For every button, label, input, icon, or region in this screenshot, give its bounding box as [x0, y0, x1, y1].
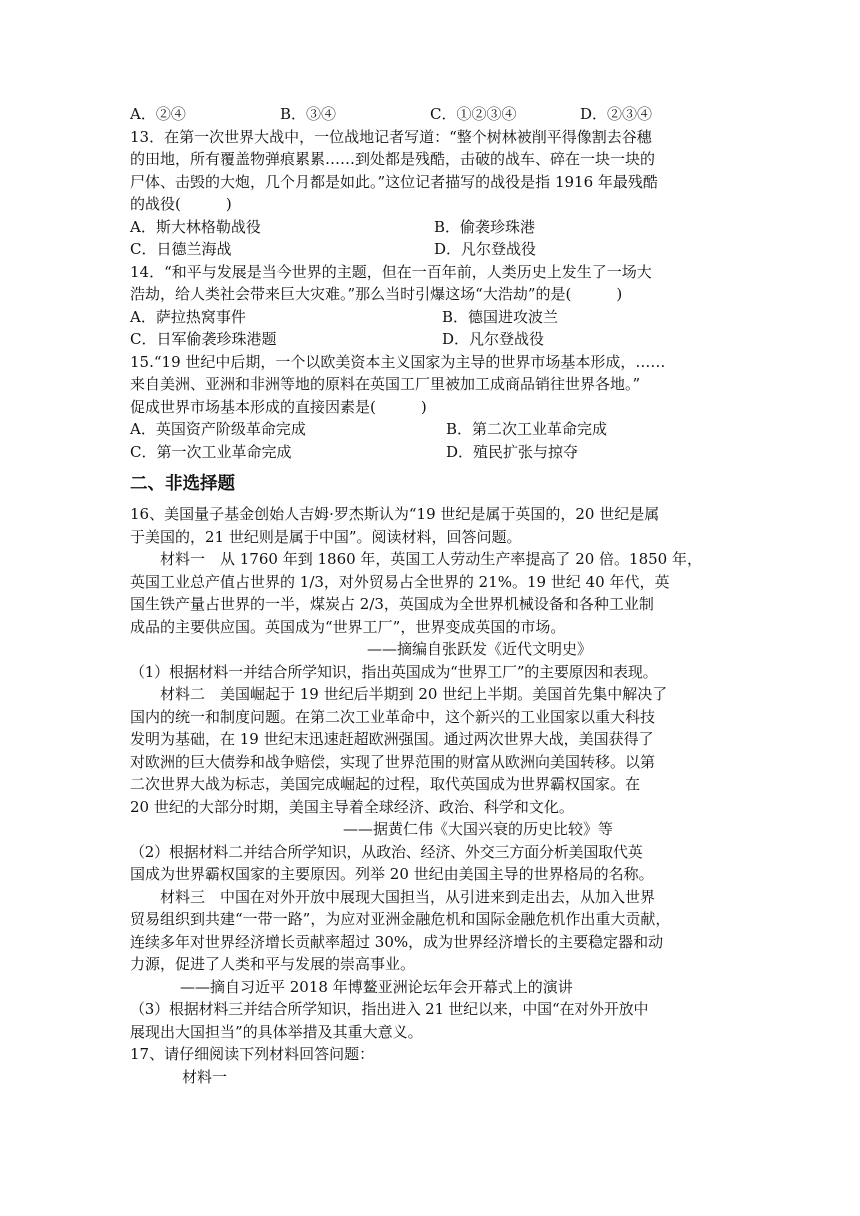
q15-option-b: B．第二次工业革命完成 [446, 420, 608, 438]
q15-options-row2 [130, 441, 730, 464]
q12-option-a: A．②④ [130, 105, 186, 123]
q13-line: 的田地，所有覆盖物弹痕累累……到处都是残酷，击破的战车、碎在一块一块的 [130, 150, 656, 168]
q15-line: 促成世界市场基本形成的直接因素是( ) [130, 397, 427, 416]
q16-subquestion-2: （2）根据材料二并结合所学知识，从政治、经济、外交三方面分析美国取代英 [130, 842, 643, 861]
q15-option-a: A．英国资产阶级革命完成 [130, 420, 306, 438]
q16-material1-line: 材料一 从 1760 年到 1860 年，英国工人劳动生产率提高了 20 倍。1850 年， [160, 550, 702, 568]
q13-option-d: D．凡尔登战役 [434, 240, 537, 258]
q16-material2-line: 材料二 美国崛起于 19 世纪后半期到 20 世纪上半期。美国首先集中解决了 [160, 685, 668, 703]
question-16 [130, 503, 730, 1043]
q16-subquestion-2: 国成为世界霸权国家的主要原因。列举 20 世纪由美国主导的世界格局的名称。 [130, 865, 654, 883]
section-heading: 二、非选择题 [130, 474, 235, 494]
question-17 [130, 1043, 730, 1088]
q15-option-c: C．第一次工业革命完成 [130, 442, 292, 461]
q12-option-b: B．③④ [280, 105, 337, 123]
q13-option-c: C．日德兰海战 [130, 240, 232, 258]
q16-subquestion-3: 展现出大国担当”的具体举措及其重大意义。 [130, 1022, 423, 1041]
q17-intro: 17、请仔细阅读下列材料回答问题： [130, 1045, 375, 1063]
q16-material1-source: ——摘编自张跃发《近代文明史》 [367, 640, 593, 658]
q14-options-row2 [130, 328, 730, 351]
q16-material2-line: 国内的统一和制度问题。在第二次工业革命中，这个新兴的工业国家以重大科技 [130, 707, 656, 726]
q12-option-d: D．②③④ [580, 105, 653, 123]
q13-options-row1 [130, 216, 730, 239]
q14-option-b: B．德国进攻波兰 [442, 307, 559, 326]
q15-line: 来自美洲、亚洲和非洲等地的原料在英国工厂里被加工成商品销往世界各地。” [130, 375, 641, 393]
question-14 [130, 261, 730, 351]
q14-options-row1 [130, 306, 730, 329]
q13-option-a: A．斯大林格勒战役 [130, 217, 261, 236]
q16-material2-line: 二次世界大战为标志，美国完成崛起的过程，取代英国成为世界霸权国家。在 [130, 775, 641, 793]
q13-option-b: B．偷袭珍珠港 [434, 217, 536, 236]
q14-option-c: C．日军偷袭珍珠港题 [130, 330, 277, 348]
q12-option-c: C．①②③④ [430, 105, 517, 123]
q13-line: 尸体、击毁的大炮，几个月都是如此。”这位记者描写的战役是指 1916 年最残酷 [130, 172, 658, 191]
q15-options-row1 [130, 418, 730, 441]
q15-option-d: D．殖民扩张与掠夺 [446, 442, 579, 461]
q16-subquestion-3: （3）根据材料三并结合所学知识，指出进入 21 世纪以来，中国“在对外开放中 [130, 1000, 649, 1018]
q13-line: 的战役( ) [130, 195, 232, 213]
q16-material1-line: 国生铁产量占世界的一半，煤炭占 2/3，英国成为全世界机械设备和各种工业制 [130, 595, 654, 613]
q16-subquestion-1: （1）根据材料一并结合所学知识，指出英国成为“世界工厂”的主要原因和表现。 [130, 662, 658, 681]
q17-material1-label: 材料一 [182, 1067, 228, 1086]
q16-intro-line: 于美国的，21 世纪则是属于中国”。阅读材料，回答问题。 [130, 527, 522, 546]
q12-options [130, 103, 730, 126]
q14-line: 14．“和平与发展是当今世界的主题，但在一百年前，人类历史上发生了一场大 [130, 262, 652, 281]
q16-material3-source: ——摘自习近平 2018 年博鳌亚洲论坛年会开幕式上的演讲 [180, 977, 573, 996]
q16-material3-line: 贸易组织到共建“一带一路”，为应对亚洲金融危机和国际金融危机作出重大贡献， [130, 910, 671, 928]
q16-material2-line: 发明为基础，在 19 世纪末迅速赶超欧洲强国。通过两次世界大战，美国获得了 [130, 730, 654, 748]
q16-material2-line: 对欧洲的巨大债券和战争赔偿，实现了世界范围的财富从欧洲向美国转移。以第 [130, 752, 656, 771]
question-13 [130, 126, 730, 261]
q16-material3-line: 力源，促进了人类和平与发展的崇高事业。 [130, 955, 416, 973]
q16-material3-line: 连续多年对世界经济增长贡献率超过 30%，成为世界经济增长的主要稳定器和动 [130, 932, 664, 951]
q14-option-a: A．萨拉热窝事件 [130, 307, 246, 326]
question-15 [130, 351, 730, 464]
q16-material2-source: ——据黄仁伟《大国兴衰的历史比较》等 [343, 820, 614, 838]
q14-line: 浩劫，给人类社会带来巨大灾难。”那么当时引爆这场“大浩劫”的是( ) [130, 285, 623, 303]
exam-content [130, 103, 730, 1088]
q16-intro-line: 16、美国量子基金创始人吉姆·罗杰斯认为“19 世纪是属于英国的，20 世纪是属 [130, 505, 660, 523]
q13-line: 13．在第一次世界大战中，一位战地记者写道：“整个树林被削平得像割去谷穗 [130, 127, 652, 146]
q14-option-d: D．凡尔登战役 [442, 330, 545, 348]
q16-material3-line: 材料三 中国在对外开放中展现大国担当，从引进来到走出去，从加入世界 [160, 887, 656, 906]
q16-material1-line: 英国工业总产值占世界的 1/3，对外贸易占全世界的 21%。19 世纪 40 年代，英 [130, 572, 670, 591]
q16-material1-line: 成品的主要供应国。英国成为“世界工厂”，世界变成英国的市场。 [130, 617, 566, 636]
q15-line: 15.“19 世纪中后期，一个以欧美资本主义国家为主导的世界市场基本形成，…… [130, 352, 666, 371]
q13-options-row2 [130, 238, 730, 261]
q16-material2-line: 20 世纪的大部分时期，美国主导着全球经济、政治、科学和文化。 [130, 797, 574, 816]
